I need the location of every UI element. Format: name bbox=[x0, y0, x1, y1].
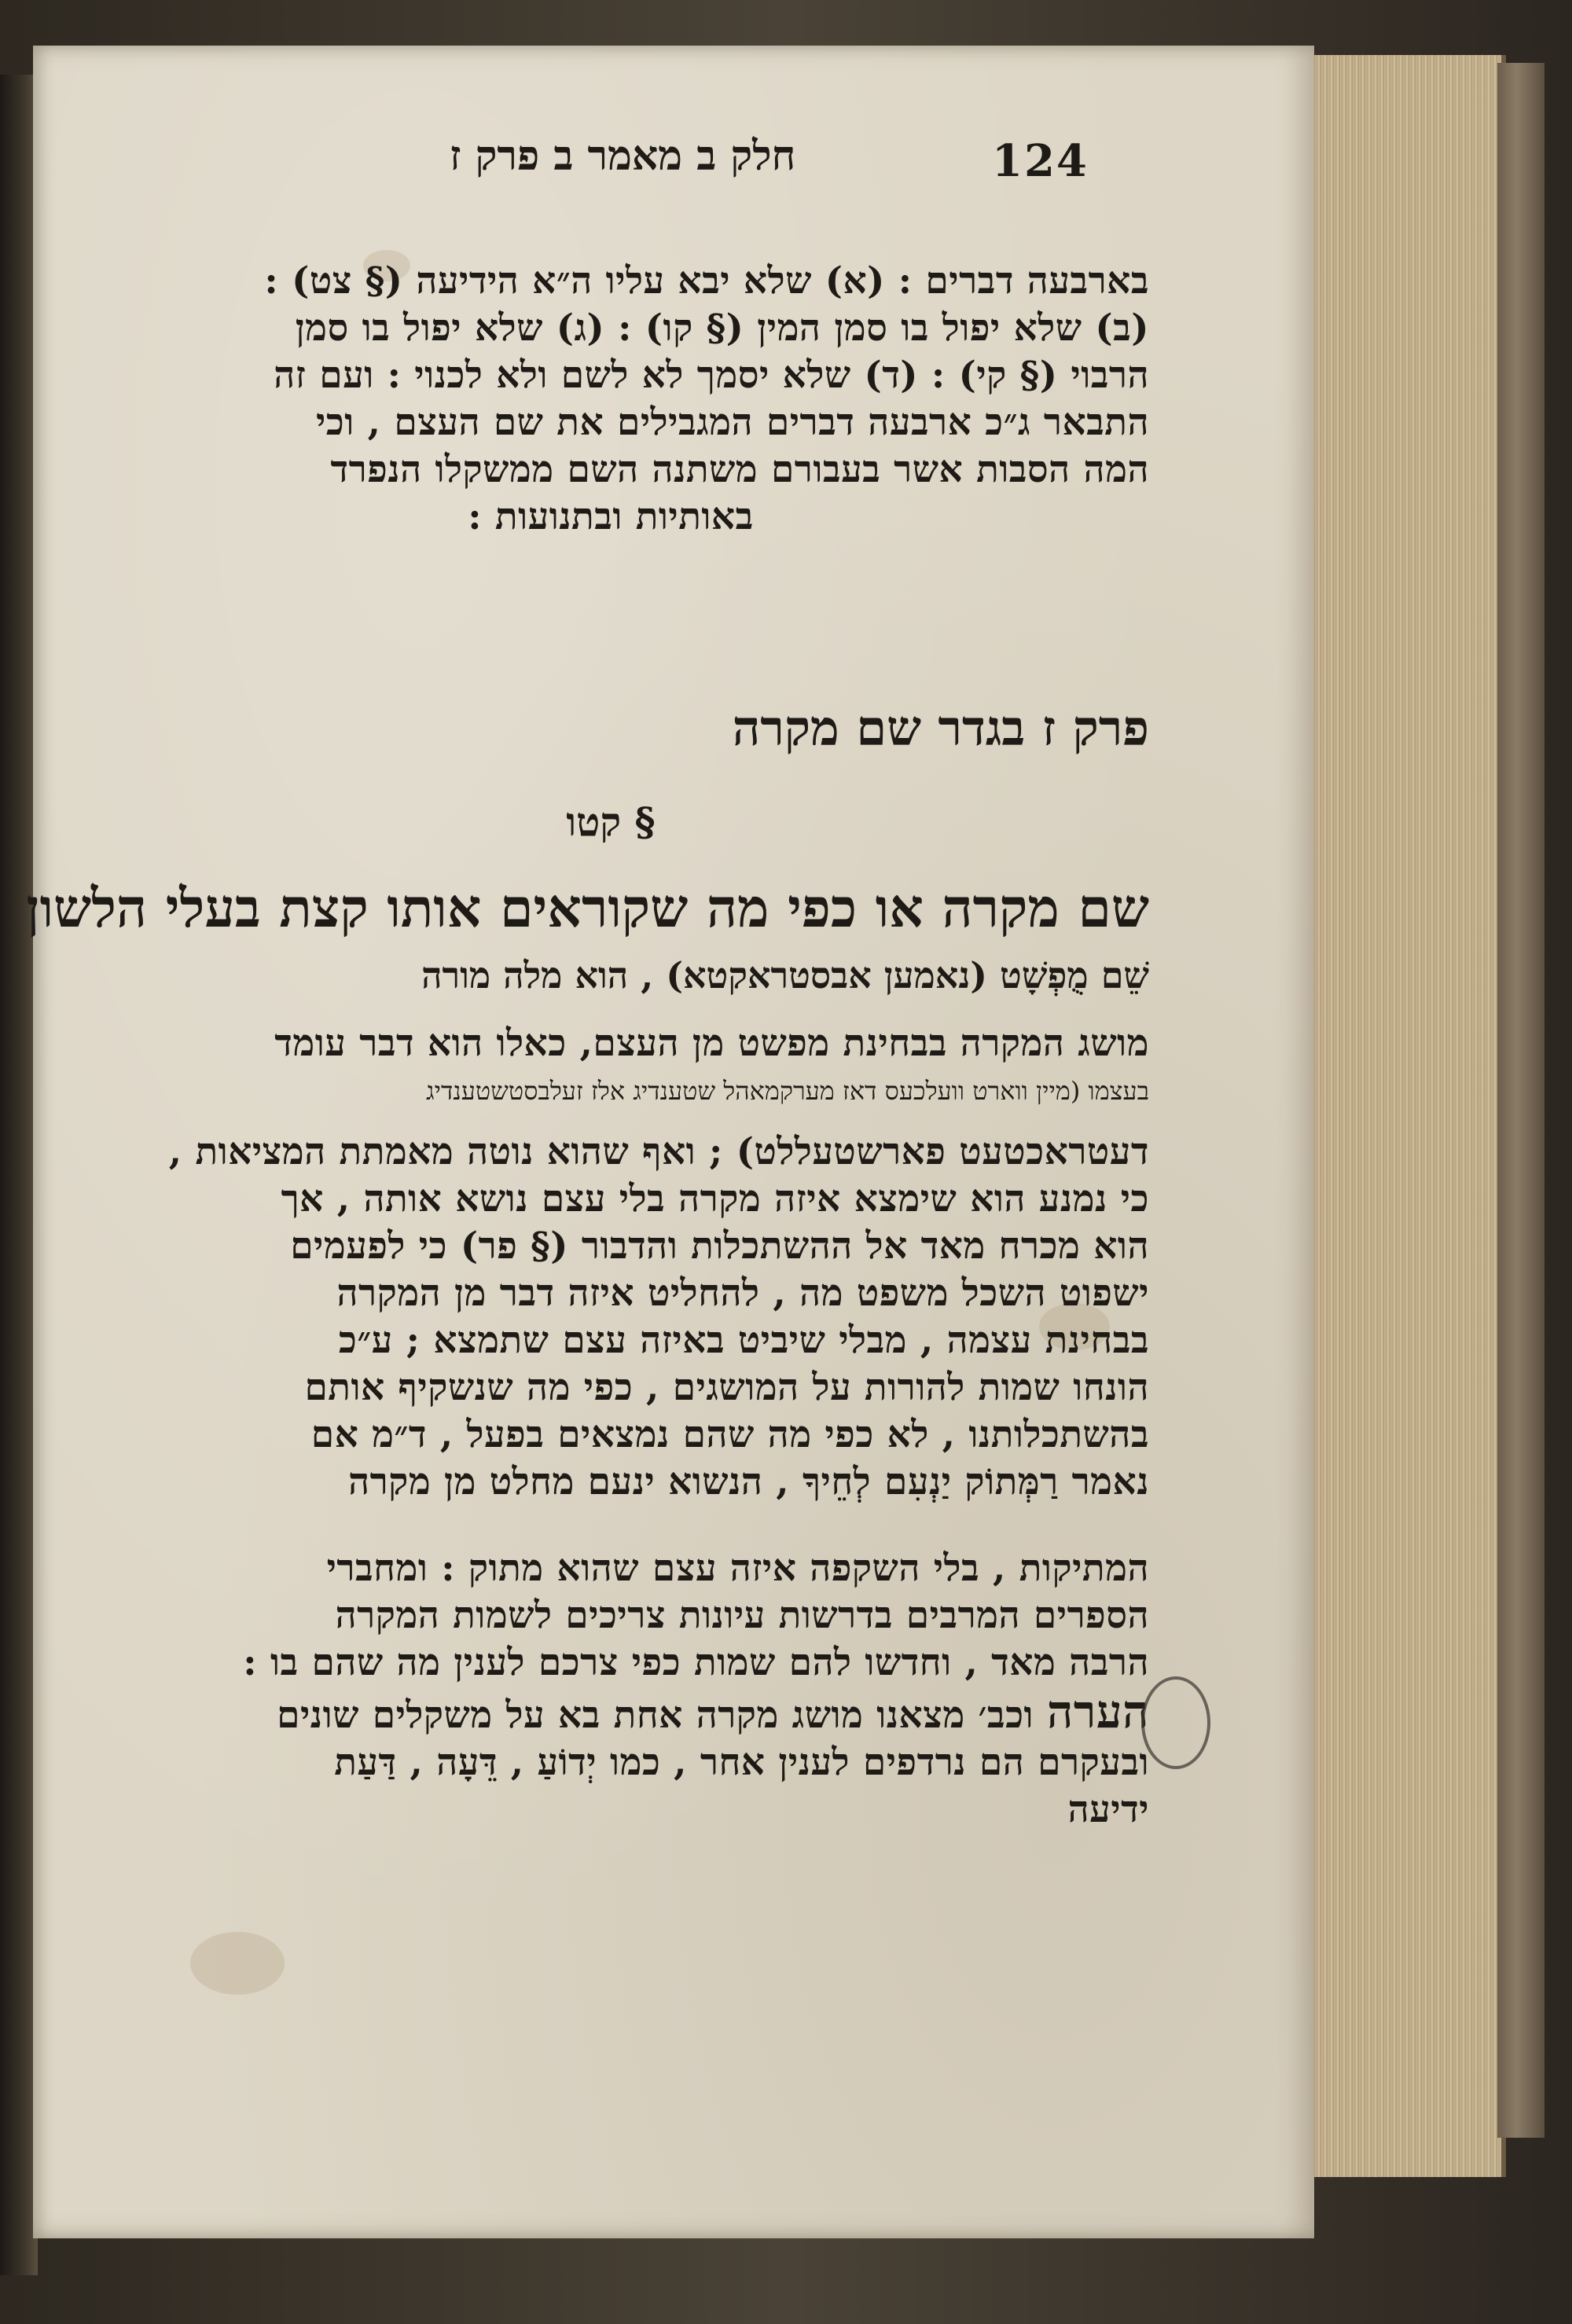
text-line: בעצמו (מיין ווארט וועלכעס דאז מערקמאהל שטענדיג אלז זעלבסטשטענדיג bbox=[426, 1076, 1149, 1106]
text-line: באותיות ובתנועות : bbox=[468, 495, 754, 538]
text-line: נאמר רַמְּתוֹק יַנְעִם לְחֵיךָ , הנשוא ינעם מחלט מן מקרה bbox=[348, 1460, 1149, 1503]
paragraph-2 bbox=[72, 1020, 1149, 1114]
text-line: (ב) שלא יפול בו סמן המין (§ קו) : (ג) שלא יפול בו סמן bbox=[295, 307, 1149, 350]
text-line: מושג המקרה בבחינת מפשט מן העצם, כאלו הוא דבר עומד bbox=[274, 1022, 1149, 1065]
text-line: הרבה מאד , וחדשו להם שמות כפי צרכם לענין מה שהם בו : bbox=[243, 1641, 1149, 1684]
foxing-spot bbox=[190, 1932, 285, 1995]
text-line: הוא מכרח מאד אל ההשתכלות והדבור (§ פר) כי לפעמים bbox=[290, 1224, 1149, 1268]
paragraph-3 bbox=[72, 1129, 1149, 1506]
page-number: 124 bbox=[992, 135, 1089, 187]
running-title: חלק ב מאמר ב פרק ז bbox=[450, 132, 796, 180]
text-line: המה הסבות אשר בעבורם משתנה השם ממשקלו הנפרד bbox=[330, 448, 1149, 491]
text-line: הונחו שמות להורות על המושגים , כפי מה שנשקיף אותם bbox=[304, 1366, 1149, 1409]
running-head bbox=[104, 124, 1157, 195]
note-line: ידיעה bbox=[1067, 1788, 1149, 1831]
paragraph-1 bbox=[72, 258, 1149, 541]
section-mark: § קטו bbox=[566, 799, 656, 845]
text-line: הרבוי (§ קי) : (ד) שלא יסמך לא לשם ולא לכנוי : ועם זה bbox=[274, 354, 1149, 397]
text-line: המתיקות , בלי השקפה איזה עצם שהוא מתוק : ומחברי bbox=[326, 1547, 1149, 1590]
note-line: ובעקרם הם נרדפים לענין אחר , כמו יְדוֹעַ , דֵּעָה , דַּעַת bbox=[334, 1741, 1149, 1784]
definition-second-line: שֵׁם מֻפְשָׁט (נאמען אבסטראקטא) , הוא מלה מורה bbox=[421, 954, 1149, 997]
book-cover-edge bbox=[1497, 63, 1544, 2138]
page-fore-edge bbox=[1309, 55, 1506, 2177]
text-line: כי נמנע הוא שימצא איזה מקרה בלי עצם נושא אותה , אך bbox=[281, 1177, 1149, 1221]
text-line: הספרים המרבים בדרשות עיונות צריכים לשמות המקרה bbox=[335, 1594, 1149, 1637]
chapter-heading: פרק ז בגדר שם מקרה bbox=[732, 699, 1149, 757]
note-first-line bbox=[72, 1685, 1149, 1739]
text-line: בבחינת עצמה , מבלי שיביט באיזה עצם שתמצא ; ע״כ bbox=[338, 1319, 1149, 1362]
text-line: ישפוט השכל משפט מה , להחליט איזה דבר מן המקרה bbox=[336, 1272, 1149, 1315]
text-line: דעטראכטעט פארשטעללט) ; ואף שהוא נוטה מאמתת המציאות , bbox=[168, 1130, 1149, 1173]
text-line: בהשתכלותנו , לא כפי מה שהם נמצאים בפעל , ד״מ אם bbox=[310, 1413, 1149, 1456]
paragraph-4 bbox=[72, 1545, 1149, 1687]
note-text: וכב׳ מצאנו מושג מקרה אחת בא על משקלים שונים bbox=[277, 1694, 1034, 1737]
text-line: בארבעה דברים : (א) שלא יבא עליו ה״א הידיעה (§ צט) : bbox=[264, 259, 1149, 303]
definition-first-line: שם מקרה או כפי מה שקוראים אותו קצת בעלי הלשון bbox=[26, 877, 1149, 940]
left-page-edge bbox=[0, 75, 38, 2275]
margin-ink-circle bbox=[1141, 1676, 1210, 1769]
text-line: התבאר ג״כ ארבעה דברים המגבילים את שם העצם , וכי bbox=[315, 401, 1149, 444]
book-page bbox=[26, 46, 1314, 2238]
note-block bbox=[72, 1685, 1149, 1834]
note-label: הערה bbox=[1046, 1685, 1149, 1738]
